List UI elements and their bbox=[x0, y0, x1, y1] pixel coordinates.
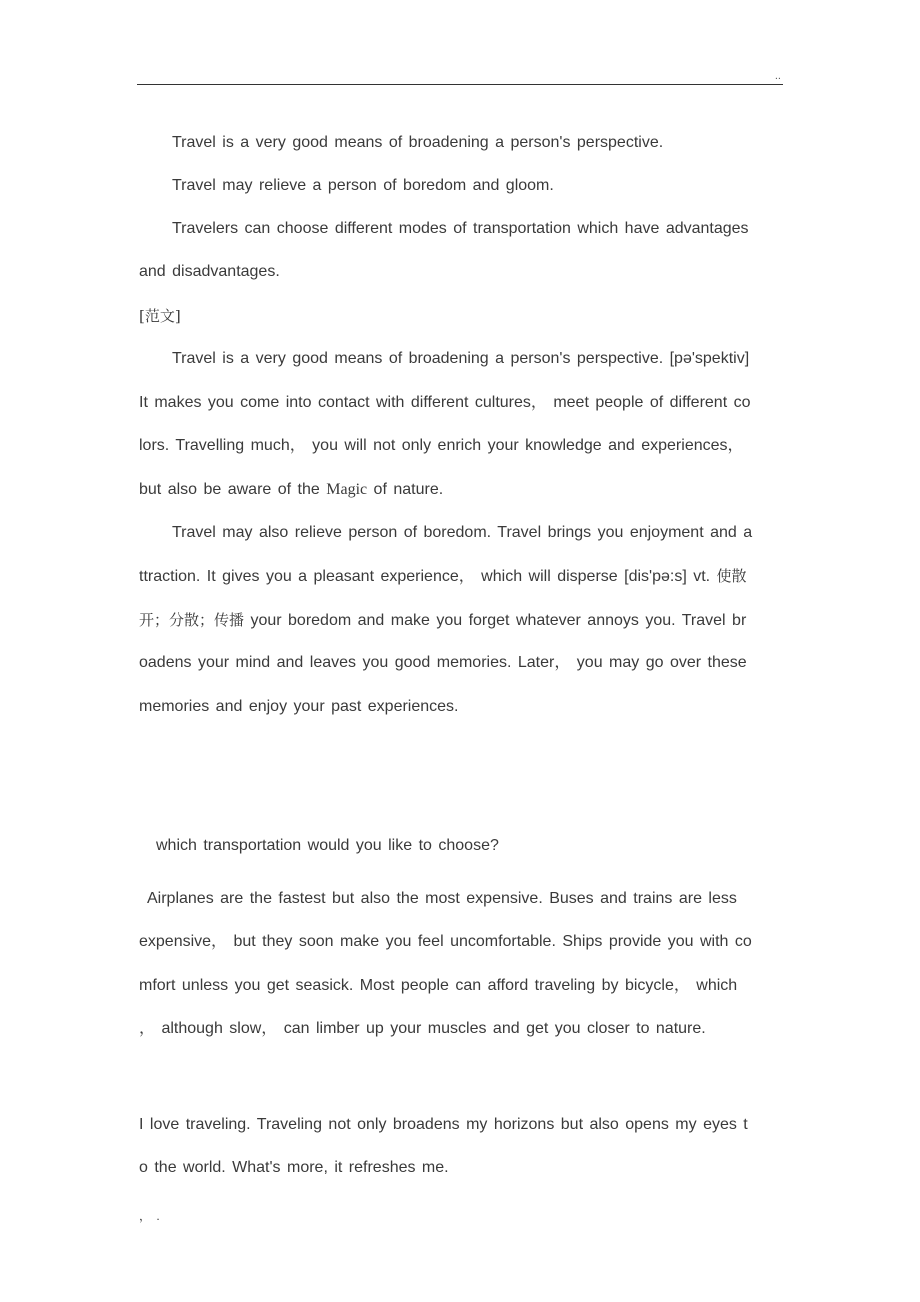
para3-line-3: mfort unless you get seasick. Most people can afford traveling by bicycle， which bbox=[139, 977, 738, 994]
para3-line-1: Airplanes are the fastest but also the most expensive. Buses and trains are less bbox=[147, 890, 737, 907]
para1-line-4-end: of nature. bbox=[367, 481, 444, 498]
para1-line-4 bbox=[139, 480, 784, 500]
para2-line-4: oadens your mind and leaves you good memories. Later， you may go over these bbox=[139, 654, 747, 671]
para2-line-3 bbox=[139, 610, 784, 631]
para2-line-2-cjk: 使散 bbox=[716, 567, 747, 585]
para1-line-1: Travel is a very good means of broadening a person's perspective. [pə'spektiv] bbox=[172, 350, 750, 367]
para1-line-3: lors. Travelling much， you will not only enrich your knowledge and experiences， bbox=[139, 437, 744, 454]
sample-essay-label: [范文] bbox=[139, 307, 181, 325]
para2-line-2-text: ttraction. It gives you a pleasant experience， which will disperse [dis'pə:s] vt. bbox=[139, 568, 717, 585]
para2-line-2 bbox=[139, 566, 784, 587]
para1-line-2: It makes you come into contact with different cultures， meet people of different co bbox=[139, 394, 751, 411]
header-mark: .. bbox=[774, 70, 781, 82]
intro-line-2: Travel may relieve a person of boredom and gloom. bbox=[172, 177, 554, 194]
page-header-rule bbox=[137, 72, 783, 85]
intro-line-4: and disadvantages. bbox=[139, 263, 280, 280]
trailing-marks: ， . bbox=[139, 1209, 160, 1223]
para2-line-1: Travel may also relieve person of boredom. Travel brings you enjoyment and a bbox=[172, 524, 753, 541]
question-heading: which transportation would you like to choose? bbox=[156, 837, 499, 854]
intro-line-1: Travel is a very good means of broadening a person's perspective. bbox=[172, 134, 664, 151]
para2-line-3-cjk: 开；分散；传播 bbox=[139, 611, 245, 629]
para4-line-2: o the world. What's more, it refreshes me. bbox=[139, 1159, 449, 1176]
para2-line-5: memories and enjoy your past experiences. bbox=[139, 698, 459, 715]
para1-line-4-start: but also be aware of the bbox=[139, 481, 327, 498]
magic-word: Magic bbox=[326, 481, 368, 498]
para4-line-1: I love traveling. Traveling not only broadens my horizons but also opens my eyes t bbox=[139, 1116, 748, 1133]
para3-line-4: ， although slow， can limber up your muscles and get you closer to nature. bbox=[139, 1020, 706, 1037]
para3-line-2: expensive， but they soon make you feel uncomfortable. Ships provide you with co bbox=[139, 933, 752, 950]
intro-line-3: Travelers can choose different modes of transportation which have advantages bbox=[172, 220, 749, 237]
para2-line-3-text: your boredom and make you forget whatever annoys you. Travel br bbox=[244, 612, 747, 629]
